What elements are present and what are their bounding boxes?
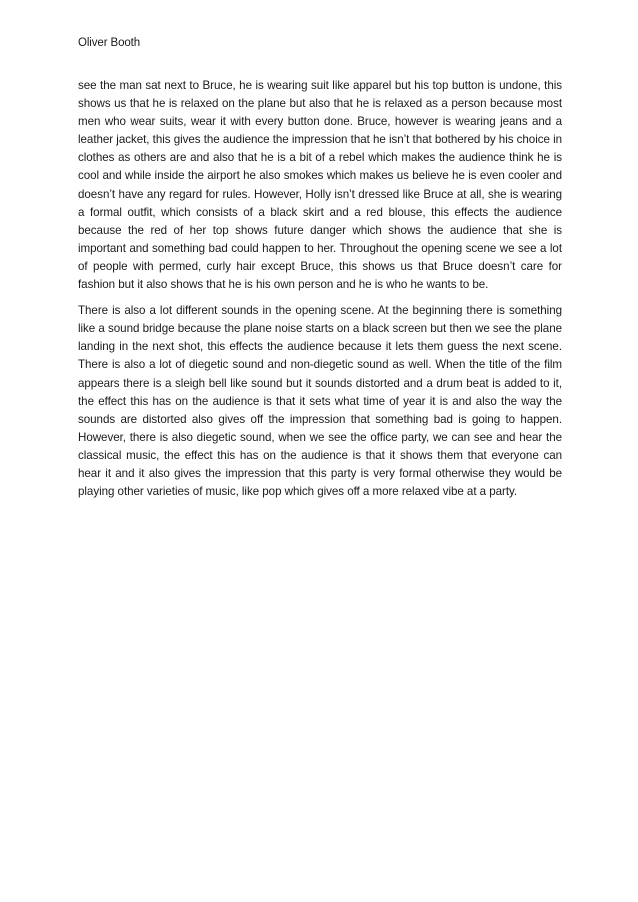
header-author: Oliver Booth (78, 37, 141, 49)
document-body (78, 77, 562, 509)
paragraph-sound: There is also a lot different sounds in the opening scene. At the beginning there is something like a sound bridge because the plane noise starts on a black screen but then we see the plane landing in the next shot, this effects the audience because it lets them guess the next scene. There is also a lot of diegetic sound and non-diegetic sound as well. When the title of the film appears there is a sleigh bell like sound but it sounds distorted and a drum beat is added to it, the effect this has on the audience is that it sets what time of year it is and also the way the sounds are distorted also gives off the impression that something bad is going to happen. However, there is also diegetic sound, when we see the office party, we can see and hear the classical music, the effect this has on the audience is that it shows them that everyone can hear it and it also gives the impression that this party is very formal otherwise they would be playing other varieties of music, like pop which gives off a more relaxed vibe at a party. (78, 304, 562, 499)
paragraph-costume: see the man sat next to Bruce, he is wearing suit like apparel but his top button is undone, this shows us that he is relaxed on the plane but also that he is relaxed as a person because most men who wear suits, wear it with every button done. Bruce, however is wearing jeans and a leather jacket, this gives the audience the impression that he isn’t that bothered by his choice in clothes as others are and also that he is a bit of a rebel which makes the audience think he is cool and while inside the airport he also smokes which makes us believe he is even cooler and doesn’t have any regard for rules. However, Holly isn’t dressed like Bruce at all, she is wearing a formal outfit, which consists of a black skirt and a red blouse, this effects the audience because the red of her top shows future danger which shows the audience that she is important and something bad could happen to her. Throughout the opening scene we see a lot of people with permed, curly hair except Bruce, this shows us that Bruce doesn’t care for fashion but it also shows that he is his own person and he is who he wants to be. (78, 79, 562, 292)
